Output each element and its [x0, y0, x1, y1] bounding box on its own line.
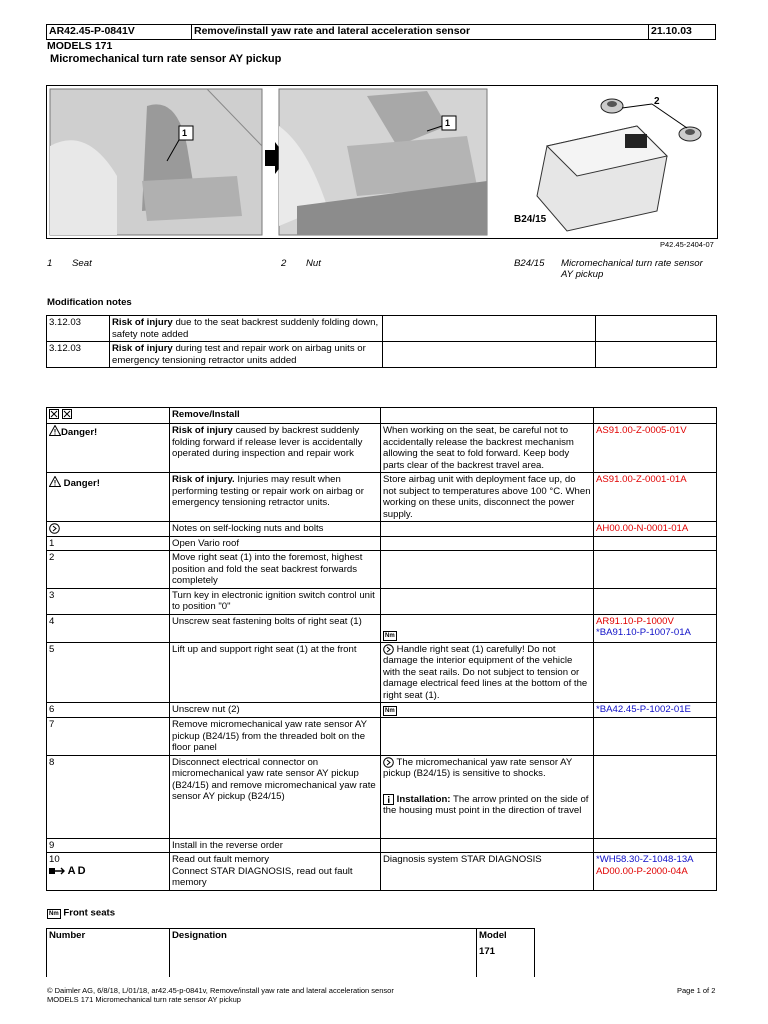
- step-ref[interactable]: AR91.10-P-1000V: [596, 615, 674, 627]
- danger-cell: [47, 473, 170, 522]
- step-number: 1: [47, 536, 170, 551]
- table-row: [47, 536, 717, 551]
- step-number: 8: [47, 755, 170, 838]
- header-table: [46, 24, 716, 40]
- step-note: Diagnosis system STAR DIAGNOSIS: [381, 853, 594, 891]
- tools-icons: [47, 408, 170, 424]
- table-row: [47, 473, 717, 522]
- table-row: [47, 703, 717, 718]
- step-text: Turn key in electronic ignition switch control unit to position "0": [170, 588, 381, 614]
- step-text: Open Vario roof: [170, 536, 381, 551]
- step-ref[interactable]: AD00.00-P-2000-04A: [596, 865, 688, 877]
- danger-note: When working on the seat, be careful not to accidentally release the backrest mechanism allowing the seat to fold forward. Keep body parts clear of the backrest travel area.: [381, 424, 594, 473]
- figure-frame: [46, 85, 718, 239]
- component-label: B24/15: [514, 214, 547, 225]
- legend-text-3: Micromechanical turn rate sensor AY pickup: [561, 258, 703, 280]
- callout-2: 2: [654, 96, 660, 107]
- callout-1-right: 1: [445, 118, 451, 128]
- notes-ref[interactable]: AH00.00-N-0001-01A: [594, 522, 717, 537]
- front-seats-table: [46, 928, 535, 977]
- step-ref[interactable]: *BA91.10-P-1007-01A: [596, 627, 691, 639]
- info-icon: [383, 794, 394, 805]
- step-text: Disconnect electrical connector on micromechanical yaw rate sensor AY pickup (B24/15) and remove micromechanical yaw rate sensor AY pickup (B24/15): [170, 755, 381, 838]
- note-icon: [383, 757, 394, 768]
- doc-id: AR42.45-P-0841V: [47, 25, 192, 40]
- warning-icon: [49, 476, 61, 491]
- table-row: [47, 838, 717, 853]
- table-row: [47, 342, 717, 368]
- table-row: [47, 755, 717, 838]
- step-text: Connect STAR DIAGNOSIS, read out fault memory: [172, 865, 353, 889]
- figure-ref: P42.45-2404-07: [660, 240, 714, 249]
- step-ref[interactable]: *BA42.45-P-1002-01E: [594, 703, 717, 718]
- page-number: Page 1 of 2: [677, 986, 716, 995]
- page-subtitle: Micromechanical turn rate sensor AY pickup: [47, 53, 282, 65]
- danger-label: Danger!: [63, 477, 100, 489]
- torque-icon: Nm: [385, 708, 395, 715]
- table-row: [47, 588, 717, 614]
- doc-title: Remove/install yaw rate and lateral acceleration sensor: [192, 25, 649, 40]
- note-icon: [383, 644, 394, 655]
- torque-icon: Nm: [49, 911, 59, 917]
- step-number: 3: [47, 588, 170, 614]
- ad-label: AD: [67, 864, 88, 877]
- table-row: [47, 614, 717, 642]
- col-number: Number: [47, 929, 170, 978]
- legend-num-1: 1: [47, 258, 53, 269]
- table-row: [47, 316, 717, 342]
- front-seats-heading: Nm Front seats: [49, 907, 116, 919]
- step-number: 9: [47, 838, 170, 853]
- legend-text-2: Nut: [306, 258, 321, 269]
- footer-line-1: © Daimler AG, 6/8/18, L/01/18, ar42.45-p-0841v, Remove/install yaw rate and lateral acceleration sensor: [47, 986, 394, 995]
- step-text: Install in the reverse order: [170, 838, 381, 853]
- step-number-cell: [47, 853, 170, 891]
- step-text: Move right seat (1) into the foremost, highest position and fold the seat backrest forwards completely: [170, 551, 381, 589]
- danger-ref[interactable]: AS91.00-Z-0005-01V: [594, 424, 717, 473]
- step-ref[interactable]: *WH58.30-Z-1048-13A: [596, 854, 694, 866]
- col-model: Model 171: [477, 929, 535, 978]
- models-line: MODELS 171: [47, 40, 113, 52]
- danger-label: Danger!: [61, 426, 98, 438]
- warning-icon: [49, 425, 61, 440]
- mod-text: Risk of injury due to the seat backrest suddenly folding down, safety note added: [110, 316, 383, 342]
- model-value: 171: [479, 945, 496, 957]
- table-row: [47, 642, 717, 703]
- col-designation: Designation: [170, 929, 477, 978]
- step-text: Unscrew seat fastening bolts of right seat (1): [170, 614, 381, 642]
- modification-table: [46, 315, 717, 368]
- table-row: [47, 522, 717, 537]
- callout-1-left: 1: [182, 128, 188, 138]
- step-note: The micromechanical yaw rate sensor AY pickup (B24/15) is sensitive to shocks. Installation: The arrow printed on the side of the housing must point in the direction of travel: [381, 755, 594, 838]
- doc-date: 21.10.03: [649, 25, 716, 40]
- remove-install-icon: [49, 409, 73, 419]
- mod-date: 3.12.03: [47, 342, 110, 368]
- torque-icon: Nm: [385, 632, 395, 639]
- procedure-header: Remove/Install: [170, 408, 381, 424]
- legend-text-1: Seat: [72, 258, 92, 269]
- danger-note: Store airbag unit with deployment face up, do not subject to temperatures above 100 °C. When working on these units, disconnect the power supply.: [381, 473, 594, 522]
- modification-heading: Modification notes: [47, 297, 132, 308]
- step-number: 7: [47, 718, 170, 756]
- footer-line-2: MODELS 171 Micromechanical turn rate sensor AY pickup: [47, 995, 241, 1004]
- table-row: [47, 718, 717, 756]
- diagnosis-plug-icon: [49, 866, 65, 876]
- danger-text: Risk of injury. Injuries may result when performing testing or repair work on airbag or emergency tensioning retractor units.: [170, 473, 381, 522]
- installation-illustration: [47, 86, 717, 238]
- notes-text: Notes on self-locking nuts and bolts: [170, 522, 381, 537]
- table-row: [47, 853, 717, 891]
- note-icon: [49, 523, 60, 534]
- mod-date: 3.12.03: [47, 316, 110, 342]
- table-row: [47, 929, 535, 978]
- footer-text: [47, 986, 394, 1004]
- step-text: Unscrew nut (2): [170, 703, 381, 718]
- step-number: 6: [47, 703, 170, 718]
- step-note: Handle right seat (1) carefully! Do not damage the interior equipment of the vehicle with the seat rails. Do not subject to tension or damage electrical feed lines at the bottom of the right seat (1).: [381, 642, 594, 703]
- danger-ref[interactable]: AS91.00-Z-0001-01A: [594, 473, 717, 522]
- step-number: 5: [47, 642, 170, 703]
- legend-num-2: 2: [281, 258, 287, 269]
- step-text: Remove micromechanical yaw rate sensor AY pickup (B24/15) from the threaded bolt on the floor panel: [170, 718, 381, 756]
- table-row: [47, 424, 717, 473]
- step-text: Read out fault memory: [172, 854, 270, 866]
- mod-text: Risk of injury during test and repair work on airbag units or emergency tensioning retractor units added: [110, 342, 383, 368]
- table-row: [47, 408, 717, 424]
- danger-cell: [47, 424, 170, 473]
- table-row: [47, 551, 717, 589]
- notes-icon-cell: [47, 522, 170, 537]
- step-number: 2: [47, 551, 170, 589]
- danger-text: Risk of injury caused by backrest suddenly folding forward if release lever is accidentally operated during inspection and repair work: [170, 424, 381, 473]
- step-number: 4: [47, 614, 170, 642]
- step-text: Lift up and support right seat (1) at the front: [170, 642, 381, 703]
- legend-num-3: B24/15: [514, 258, 545, 269]
- procedure-table: [46, 407, 717, 891]
- step-number: 10: [49, 854, 60, 866]
